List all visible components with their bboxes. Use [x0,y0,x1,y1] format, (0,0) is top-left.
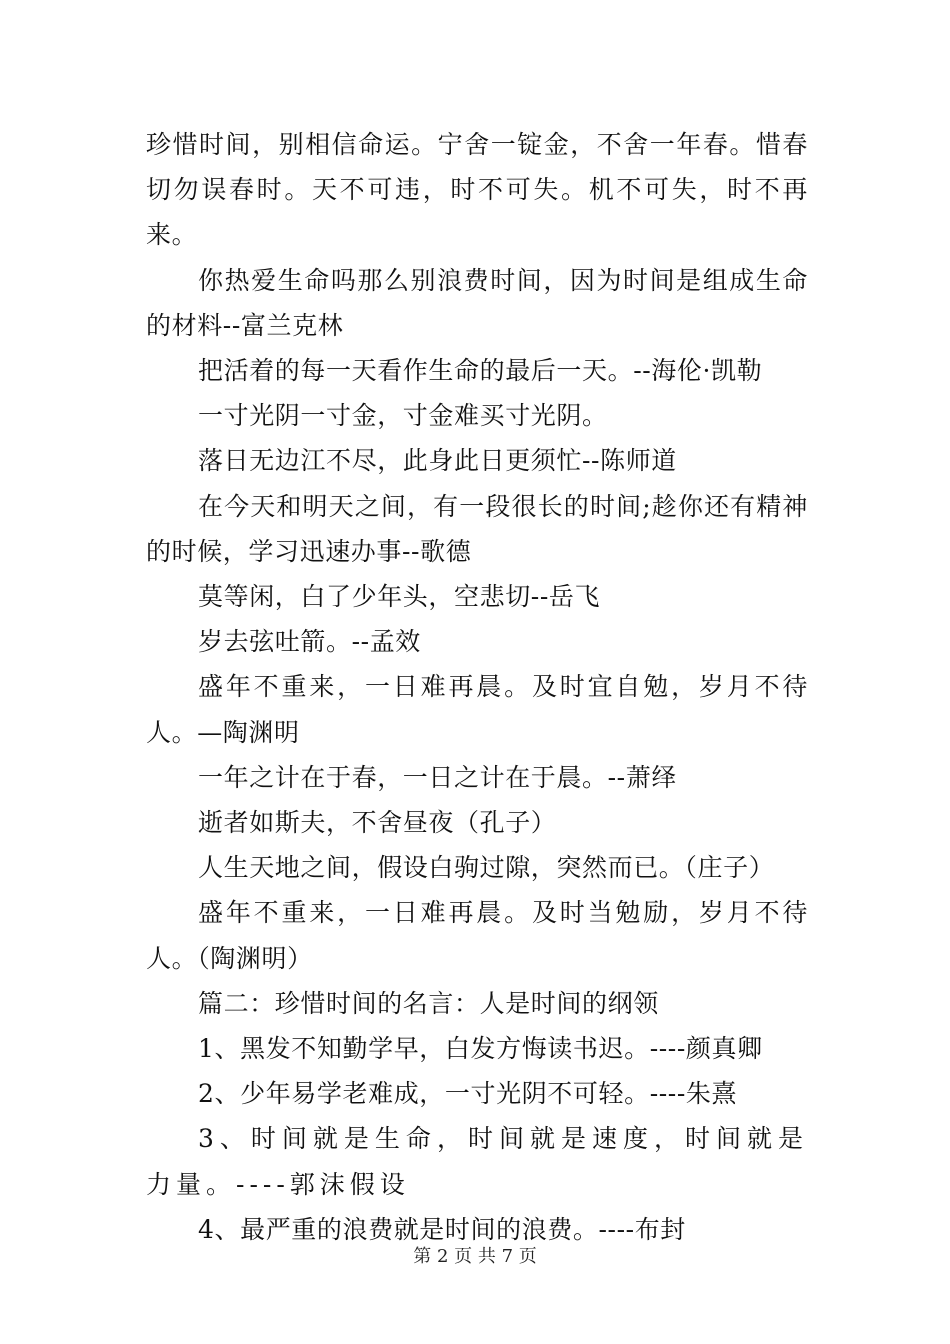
paragraph-4: 一寸光阴一寸金，寸金难买寸光阴。 [198,401,608,431]
document-body [146,122,808,1252]
section-heading: 篇二：珍惜时间的名言：人是时间的纲领 [198,988,659,1018]
paragraph-7: 莫等闲，白了少年头，空悲切--岳飞 [198,582,601,612]
paragraph-2: 你热爱生命吗那么别浪费时间，因为时间是组成生命的材料--富兰克林 [146,265,808,340]
paragraph-13: 盛年不重来，一日难再晨。及时当勉励，岁月不待人。（陶渊明） [146,898,808,973]
paragraph-6: 在今天和明天之间，有一段很长的时间;趁你还有精神的时候，学习迅速办事--歌德 [146,491,808,566]
list-item-2: 2、少年易学老难成，一寸光阴不可轻。----朱熹 [198,1079,738,1109]
paragraph-11: 逝者如斯夫，不舍昼夜（孔子） [198,808,557,838]
paragraph-9: 盛年不重来，一日难再晨。及时宜自勉，岁月不待人。—陶渊明 [146,672,808,747]
paragraph-3: 把活着的每一天看作生命的最后一天。--海伦·凯勒 [198,356,763,386]
list-item-3: 3、时间就是生命，时间就是速度，时间就是力量。----郭沫假设 [146,1124,808,1199]
paragraph-10: 一年之计在于春，一日之计在于晨。--萧绎 [198,762,677,792]
paragraph-1: 珍惜时间，别相信命运。宁舍一锭金，不舍一年春。惜春切勿误春时。天不可违，时不可失。机不可失，时不再来。 [146,130,808,250]
paragraph-12: 人生天地之间，假设白驹过隙，突然而已。（庄子） [198,853,775,883]
list-item-4: 4、最严重的浪费就是时间的浪费。----布封 [198,1214,686,1244]
paragraph-8: 岁去弦吐箭。--孟效 [198,627,421,657]
list-item-1: 1、黑发不知勤学早，白发方悔读书迟。----颜真卿 [198,1034,763,1064]
paragraph-5: 落日无边江不尽，此身此日更须忙--陈师道 [198,446,677,476]
page-number-footer: 第 2 页 共 7 页 [413,1246,537,1267]
